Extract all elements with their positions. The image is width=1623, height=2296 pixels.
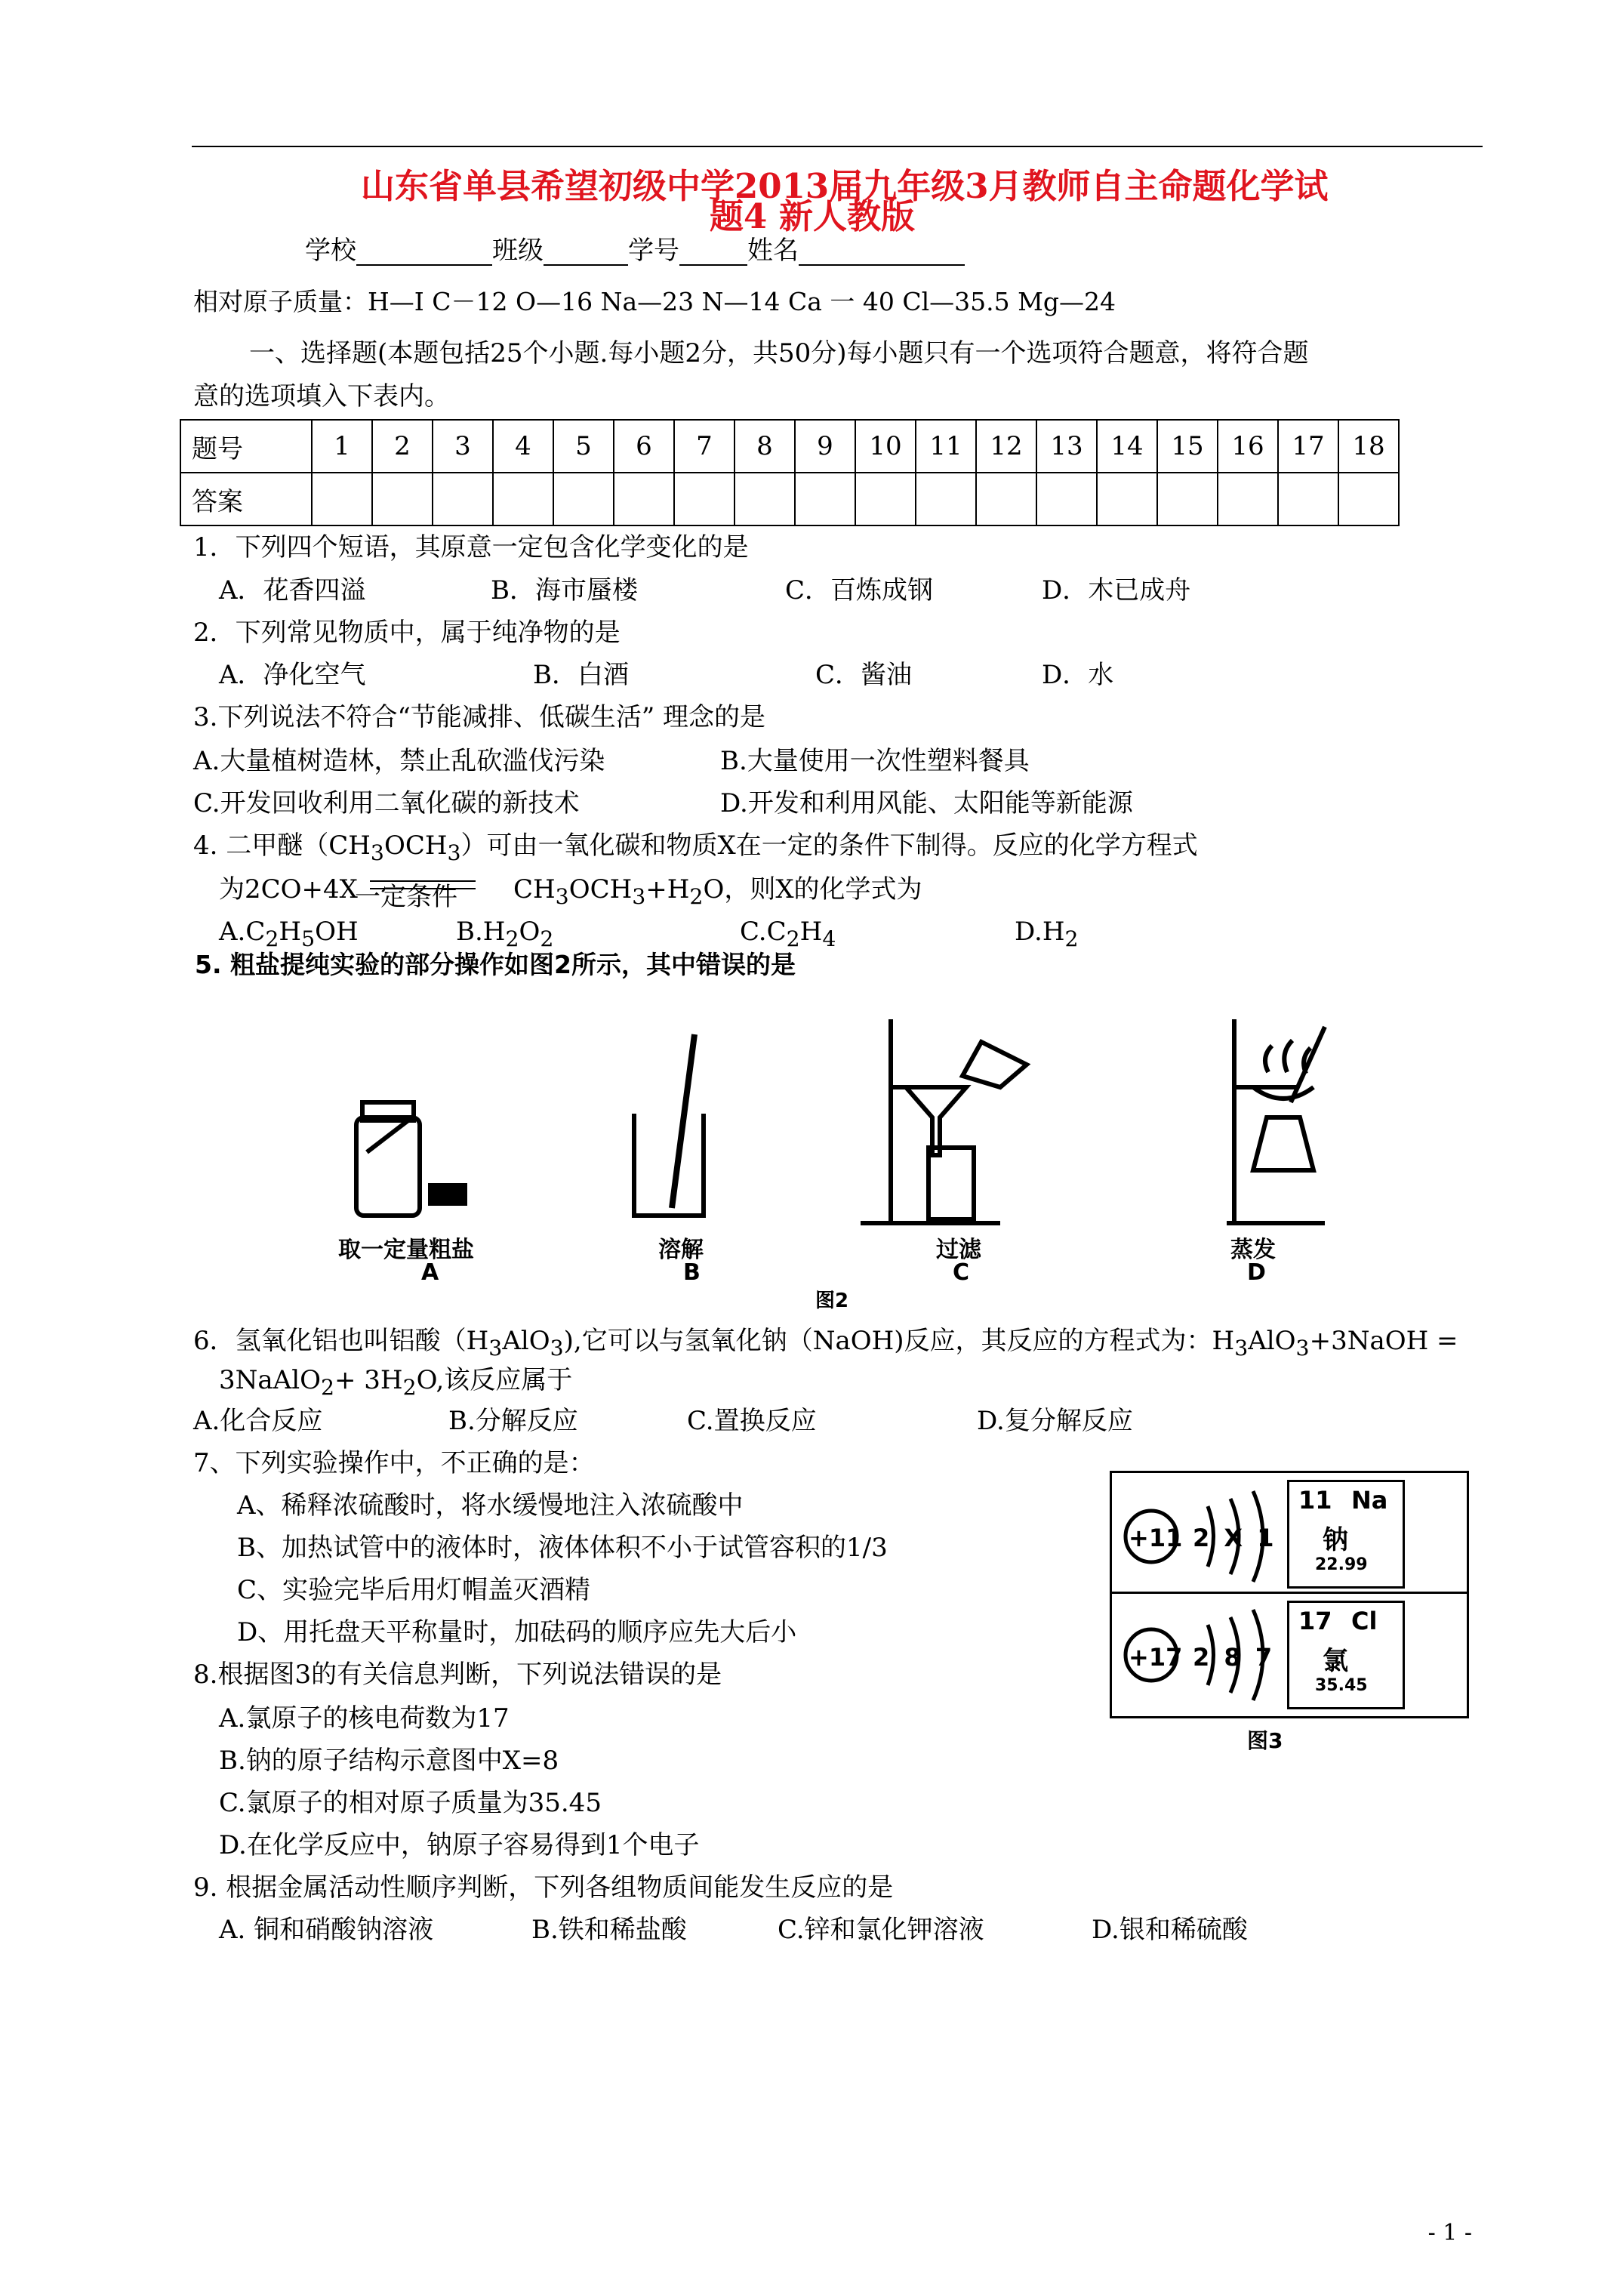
- na-name: 钠: [1323, 1525, 1348, 1555]
- student-info: [305, 236, 965, 266]
- na-nucleus: +11: [1129, 1524, 1183, 1552]
- answer-cell[interactable]: [433, 473, 493, 525]
- q4-equation-left: 为2CO+4X: [219, 874, 358, 905]
- answer-cell[interactable]: [312, 473, 372, 525]
- q1-option-a: A．花香四溢: [219, 575, 366, 606]
- q4-option-b: $B.H_2O_2$: [456, 917, 554, 951]
- question-number: 7: [674, 420, 735, 473]
- q8-option-b: B.钠的原子结构示意图中X=8: [219, 1746, 559, 1776]
- cl-shells: 2 8 7: [1193, 1643, 1276, 1672]
- question-number: 14: [1097, 420, 1157, 473]
- q2-option-b: B．白酒: [533, 660, 629, 690]
- na-number: 11: [1298, 1486, 1332, 1515]
- q9-option-b: B.铁和稀盐酸: [531, 1915, 687, 1945]
- fig2-label-a: 取一定量粗盐: [338, 1237, 474, 1263]
- q6-option-d: D.复分解反应: [977, 1406, 1133, 1436]
- number-label: 学号: [628, 236, 679, 266]
- q3-option-a: A.大量植树造林，禁止乱砍滥伐污染: [193, 746, 605, 776]
- q1-stem: 1．下列四个短语，其原意一定包含化学变化的是: [193, 532, 749, 562]
- answer-cell[interactable]: [1338, 473, 1399, 525]
- cl-nucleus: +17: [1129, 1643, 1183, 1672]
- question-number: 11: [916, 420, 976, 473]
- q7-option-d: D、用托盘天平称量时，加砝码的顺序应先大后小: [237, 1617, 797, 1647]
- fig2-letter-d: D: [1247, 1259, 1266, 1286]
- fig2-letter-b: B: [683, 1259, 701, 1286]
- question-number: 1: [312, 420, 372, 473]
- q4-condition: 一定条件: [355, 882, 457, 912]
- title-line1: 山东省单县希望初级中学2013届九年级3月教师自主命题化学试: [361, 166, 1329, 206]
- question-number: 18: [1338, 420, 1399, 473]
- q4-equation-right: $CH_3OCH_3+H_2O$，则X的化学式为: [513, 874, 922, 909]
- q4-option-c: $C.C_2H_4$: [740, 917, 836, 951]
- section1-line1: 一、选择题(本题包括25个小题.每小题2分，共50分)每小题只有一个选项符合题意，将符合题: [249, 338, 1309, 368]
- q3-option-b: B.大量使用一次性塑料餐具: [720, 746, 1030, 776]
- q9-stem: 9. 根据金属活动性顺序判断，下列各组物质间能发生反应的是: [193, 1872, 894, 1903]
- q2-option-c: C．酱油: [815, 660, 913, 690]
- q2-stem: 2．下列常见物质中，属于纯净物的是: [193, 618, 621, 648]
- question-number: 10: [855, 420, 916, 473]
- q8-option-d: D.在化学反应中，钠原子容易得到1个电子: [219, 1830, 700, 1860]
- answer-cell[interactable]: [1157, 473, 1218, 525]
- q9-option-d: D.银和稀硫酸: [1092, 1915, 1248, 1945]
- row-label-number: 题号: [180, 420, 312, 473]
- page-number: - 1 -: [1427, 2220, 1472, 2246]
- question-number: 15: [1157, 420, 1218, 473]
- q7-option-c: C、实验完毕后用灯帽盖灭酒精: [237, 1575, 591, 1605]
- q3-option-d: D.开发和利用风能、太阳能等新能源: [720, 788, 1133, 818]
- answer-cell[interactable]: [372, 473, 433, 525]
- q2-option-a: A．净化空气: [219, 660, 366, 690]
- q7-option-a: A、稀释浓硫酸时，将水缓慢地注入浓硫酸中: [237, 1490, 744, 1521]
- q7-option-b: B、加热试管中的液体时，液体体积不小于试管容积的1/3: [237, 1533, 888, 1563]
- answer-cell[interactable]: [976, 473, 1036, 525]
- q6-option-a: A.化合反应: [193, 1406, 323, 1436]
- fig2-caption: 图2: [815, 1290, 849, 1312]
- answer-cell[interactable]: [795, 473, 855, 525]
- name-blank[interactable]: [799, 239, 965, 266]
- fig2-label-c: 过滤: [936, 1237, 981, 1263]
- class-label: 班级: [492, 236, 544, 266]
- question-number: 12: [976, 420, 1036, 473]
- answer-cell[interactable]: [553, 473, 614, 525]
- header-rule: [192, 146, 1483, 147]
- table-row: [180, 473, 1399, 525]
- school-blank[interactable]: [356, 239, 492, 266]
- name-label: 姓名: [747, 236, 799, 266]
- question-number: 2: [372, 420, 433, 473]
- answer-cell[interactable]: [1278, 473, 1338, 525]
- answer-cell[interactable]: [1218, 473, 1278, 525]
- q8-option-c: C.氯原子的相对原子质量为35.45: [219, 1788, 602, 1818]
- fig2-label-b: 溶解: [658, 1237, 704, 1263]
- question-number: 13: [1036, 420, 1097, 473]
- q6-option-b: B.分解反应: [448, 1406, 578, 1436]
- question-number: 4: [493, 420, 553, 473]
- question-number: 6: [614, 420, 674, 473]
- fig3-caption: 图3: [1247, 1728, 1283, 1753]
- answer-cell[interactable]: [735, 473, 795, 525]
- q7-stem: 7、下列实验操作中，不正确的是：: [193, 1448, 595, 1478]
- cl-name: 氯: [1323, 1646, 1348, 1676]
- question-number: 16: [1218, 420, 1278, 473]
- q3-option-c: C.开发回收利用二氧化碳的新技术: [193, 788, 580, 818]
- q6-line1: 6．氢氧化铝也叫铝酸$(H_3AlO_3)$,它可以与氢氧化钠（NaOH)反应，其反应的方程式为：$H_3AlO_3+3NaOH$ =: [193, 1326, 1458, 1361]
- q8-stem: 8.根据图3的有关信息判断，下列说法错误的是: [193, 1660, 722, 1690]
- fig2-label-d: 蒸发: [1230, 1237, 1276, 1263]
- question-number: 8: [735, 420, 795, 473]
- answer-cell[interactable]: [674, 473, 735, 525]
- na-symbol: Na: [1351, 1486, 1388, 1515]
- q9-option-a: A. 铜和硝酸钠溶液: [219, 1915, 434, 1945]
- answer-table: [180, 419, 1400, 526]
- cl-mass: 35.45: [1315, 1676, 1368, 1695]
- q4-option-a: $A.C_2H_5OH$: [219, 917, 359, 951]
- school-label: 学校: [305, 236, 356, 266]
- row-label-answer: 答案: [180, 473, 312, 525]
- q5-stem: 5. 粗盐提纯实验的部分操作如图2所示，其中错误的是: [195, 950, 796, 979]
- table-row: [180, 420, 1399, 473]
- q3-stem: 3.下列说法不符合“节能减排、低碳生活” 理念的是: [193, 702, 766, 732]
- figure-2-apparatus: [317, 1004, 1389, 1306]
- question-number: 17: [1278, 420, 1338, 473]
- q9-option-c: C.锌和氯化钾溶液: [778, 1915, 984, 1945]
- cl-number: 17: [1298, 1607, 1332, 1635]
- q4-option-d: $D.H_2$: [1015, 917, 1079, 951]
- answer-cell[interactable]: [614, 473, 674, 525]
- na-mass: 22.99: [1315, 1555, 1368, 1574]
- answer-cell[interactable]: [855, 473, 916, 525]
- q1-option-c: C．百炼成钢: [785, 575, 934, 606]
- na-shells: 2 X 1: [1193, 1524, 1277, 1552]
- section1-line2: 意的选项填入下表内。: [193, 381, 450, 411]
- answer-cell[interactable]: [1097, 473, 1157, 525]
- question-number: 9: [795, 420, 855, 473]
- q1-option-d: D．木已成舟: [1042, 575, 1191, 606]
- question-number: 3: [433, 420, 493, 473]
- atomic-mass: 相对原子质量：H—I C－12 O—16 Na—23 N—14 Ca 一 40 Cl—35.5 Mg—24: [193, 287, 1116, 316]
- title-line2: 题4 新人教版: [710, 196, 915, 236]
- answer-cell[interactable]: [493, 473, 553, 525]
- answer-cell[interactable]: [1036, 473, 1097, 525]
- question-number: 5: [553, 420, 614, 473]
- cl-symbol: Cl: [1351, 1607, 1378, 1635]
- q1-option-b: B．海市蜃楼: [491, 575, 638, 606]
- q6-line2: 3NaAlO$_2$+ $3H_2O$,该反应属于: [219, 1365, 573, 1400]
- q6-option-c: C.置换反应: [687, 1406, 817, 1436]
- q4-stem: 4. 二甲醚$(CH_3OCH_3)$可由一氧化碳和物质X在一定的条件下制得。反应的化学方程式: [193, 831, 1198, 865]
- number-blank[interactable]: [679, 239, 747, 266]
- q2-option-d: D．水: [1042, 660, 1114, 690]
- class-blank[interactable]: [544, 239, 628, 266]
- q8-option-a: A.氯原子的核电荷数为17: [219, 1703, 510, 1734]
- fig2-letter-a: A: [421, 1259, 439, 1286]
- fig2-letter-c: C: [953, 1259, 970, 1286]
- atom-diagrams: [1117, 1480, 1291, 1706]
- answer-cell[interactable]: [916, 473, 976, 525]
